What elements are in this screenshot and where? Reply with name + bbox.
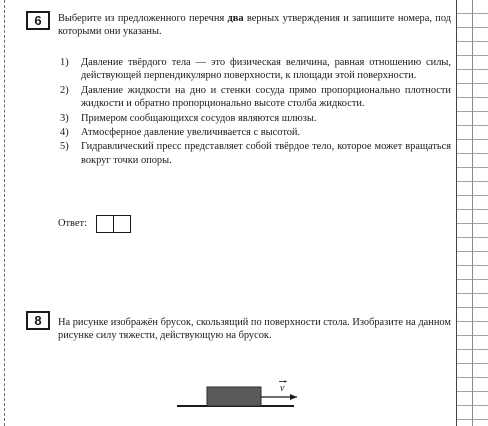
option-item: 5) Гидравлический пресс представляет собой твёрдое тело, которое может вращаться вокруг точки опоры. bbox=[60, 141, 451, 166]
answer-box-2[interactable] bbox=[113, 215, 131, 233]
task-instruction: Выберите из предложенного перечня два верных утверждения и запишите номера, под которыми они указаны. bbox=[58, 13, 452, 38]
option-item: 1) Давление твёрдого тела — это физическая величина, равная отношению силы, действующей перпендикулярно поверхности, к площади этой поверхности. bbox=[60, 57, 451, 82]
answer-label: Ответ: bbox=[58, 218, 87, 229]
margin-grid bbox=[456, 0, 488, 426]
answer-box-1[interactable] bbox=[96, 215, 114, 233]
cut-line bbox=[4, 0, 5, 426]
velocity-label: v bbox=[280, 383, 285, 394]
options-list bbox=[58, 56, 451, 168]
block bbox=[207, 387, 261, 406]
option-item: 3) Примером сообщающихся сосудов являются шлюзы. bbox=[60, 112, 317, 124]
block-figure[interactable] bbox=[175, 376, 305, 416]
task-number: 6 bbox=[26, 11, 50, 30]
option-item: 2) Давление жидкости на дно и стенки сосуда прямо пропорционально плотности жидкости и обратно пропорционально высоте столба жидкости. bbox=[60, 84, 451, 110]
task-instruction: На рисунке изображён брусок, скользящий по поверхности стола. Изобразите на данном рисунке силу тяжести, действующую на брусок. bbox=[58, 317, 451, 342]
velocity-arrowhead bbox=[290, 394, 297, 400]
task-6 bbox=[26, 11, 454, 231]
task-number: 8 bbox=[26, 311, 50, 330]
task-8 bbox=[26, 311, 454, 361]
option-item: 4) Атмосферное давление увеличивается с высотой. bbox=[60, 127, 301, 139]
velocity-vector-bar-head bbox=[285, 380, 288, 383]
